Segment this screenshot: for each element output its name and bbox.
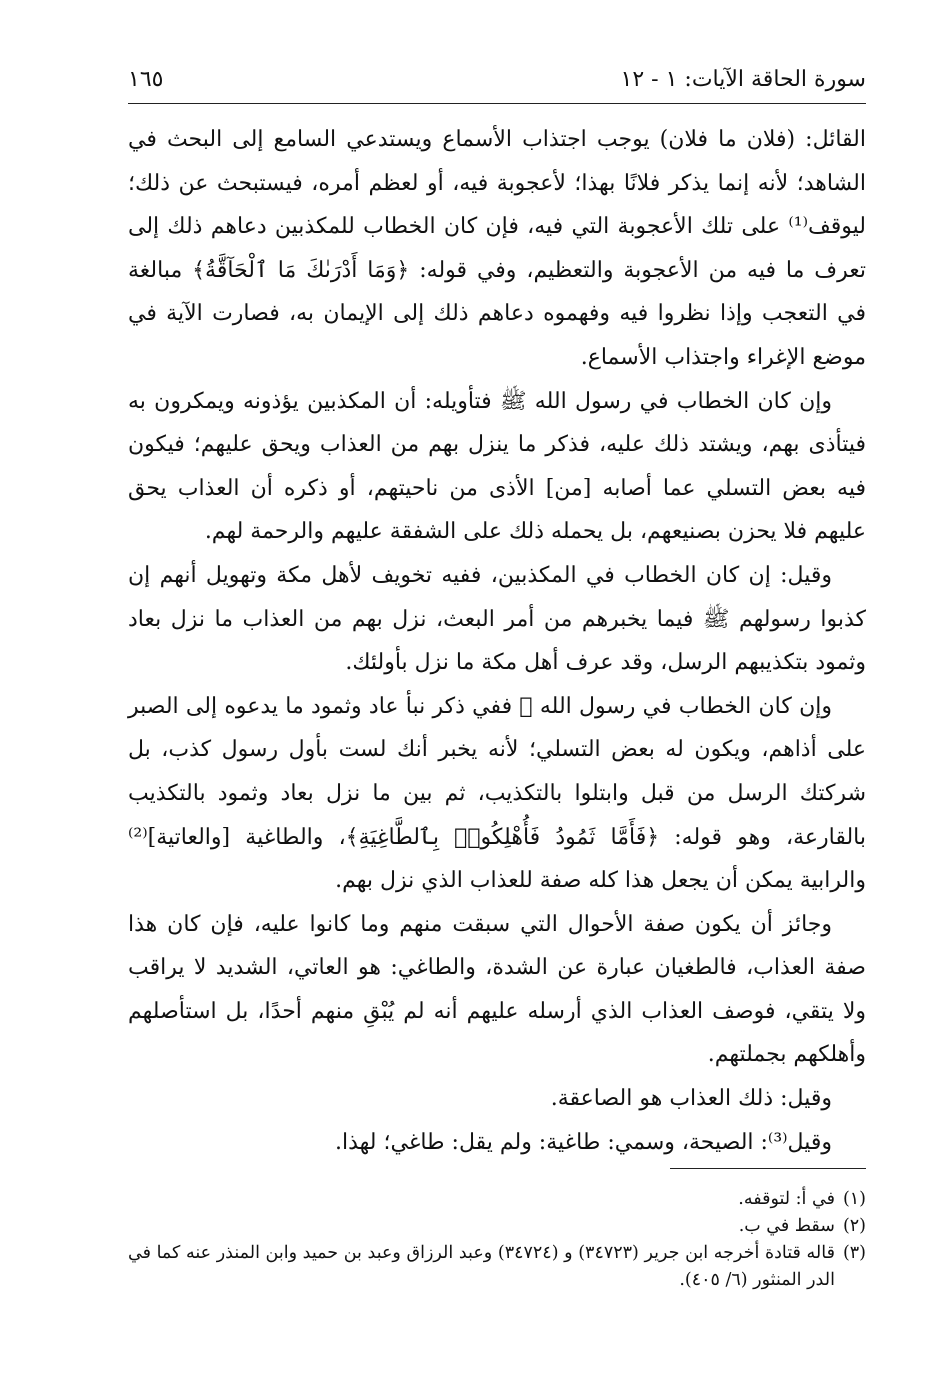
main-text bbox=[128, 118, 866, 1164]
page-number: ١٦٥ bbox=[128, 66, 164, 92]
paragraph: القائل: (فلان ما فلان) يوجب اجتذاب الأسماع ويستدعي السامع إلى البحث في الشاهد؛ لأنه إنما يذكر فلانًا بهذا؛ لأعجوبة فيه، أو لعظم أمره، فيستبحث عن ذلك؛ ليوقف⁽¹⁾ على تلك الأعجوبة التي فيه، فإن كان الخطاب للمكذبين دعاهم ذلك إلى تعرف ما فيه من الأعجوبة والتعظيم، وفي قوله: ﴿وَمَا أَدْرَىٰكَ مَا ٱلْحَآقَّةُ﴾ مبالغة في التعجب وإذا نظروا فيه وفهموه دعاهم ذلك إلى الإيمان به، فصارت الآية في موضع الإغراء واجتذاب الأسماع. bbox=[128, 127, 866, 370]
footnote-divider bbox=[670, 1168, 866, 1169]
footnote-text: قاله قتادة أخرجه ابن جرير (٣٤٧٢٣) و (٣٤٧٢٤) وعبد الرزاق وعبد بن حميد وابن المنذر عنه كما في الدر المنثور (٦/ ٤٠٥). bbox=[128, 1243, 835, 1290]
footnote bbox=[128, 1240, 866, 1294]
footnote-text: سقط في ب. bbox=[738, 1216, 835, 1236]
page-header bbox=[128, 62, 866, 96]
footnote bbox=[128, 1213, 866, 1240]
footnote bbox=[128, 1186, 866, 1213]
footnote-number: (٣) bbox=[842, 1243, 866, 1263]
paragraph: وقيل: ذلك العذاب هو الصاعقة. bbox=[550, 1086, 832, 1112]
paragraph: وإن كان الخطاب في رسول الله ﷺ ففي ذكر نبأ عاد وثمود ما يدعوه إلى الصبر على أذاهم، ويكون له بعض التسلي؛ لأنه يخبر أنك لست بأول رسول كذب، بل شركتك الرسل من قبل وابتلوا بالتكذيب، ثم بين ما نزل بعاد وثمود بالتكذيب بالقارعة، وهو قوله: ﴿فَأَمَّا ثَمُودُ فَأُهْلِكُوا۟ بِٱلطَّاغِيَةِ﴾، والطاغية [والعاتية]⁽²⁾ والرابية يمكن أن يجعل هذا كله صفة للعذاب الذي نزل بهم. bbox=[128, 693, 866, 894]
footnote-number: (١) bbox=[842, 1189, 866, 1209]
paragraph: وإن كان الخطاب في رسول الله ﷺ فتأويله: أن المكذبين يؤذونه ويمكرون به فيتأذى بهم، ويشتد ذلك عليه، فذكر ما ينزل بهم من العذاب ويحق عليهم؛ فيكون فيه بعض التسلي عما أصابه [من] الأذى من ناحيتهم، أو ذكره أن العذاب يحق عليهم فلا يحزن بصنيعهم، بل يحمله ذلك على الشفقة عليهم والرحمة لهم. bbox=[128, 388, 866, 545]
footnote-text: في أ: لتوقفه. bbox=[738, 1189, 835, 1209]
paragraph: وجائز أن يكون صفة الأحوال التي سبقت منهم وما كانوا عليه، فإن كان هذا صفة العذاب، فالطغيان عبارة عن الشدة، والطاغي: هو العاتي، الشديد لا يراقب ولا يتقي، فوصف العذاب الذي أرسله عليهم أنه لم يُبْقِ منهم أحدًا، بل استأصلهم وأهلكهم بجملتهم. bbox=[128, 911, 866, 1068]
footnote-number: (٢) bbox=[842, 1216, 866, 1236]
paragraph: وقيل: إن كان الخطاب في المكذبين، ففيه تخويف لأهل مكة وتهويل أنهم إن كذبوا رسولهم ﷺ فيما يخبرهم من أمر البعث، نزل بهم من العذاب ما نزل بعاد وثمود بتكذيبهم الرسل، وقد عرف أهل مكة ما نزل بأولئك. bbox=[128, 562, 866, 676]
running-title: سورة الحاقة الآيات: ١ - ١٢ bbox=[620, 66, 866, 92]
paragraph: وقيل⁽³⁾: الصيحة، وسمي: طاغية: ولم يقل: طاغي؛ لهذا. bbox=[335, 1129, 832, 1155]
footnotes bbox=[128, 1186, 866, 1294]
header-divider bbox=[128, 103, 866, 104]
